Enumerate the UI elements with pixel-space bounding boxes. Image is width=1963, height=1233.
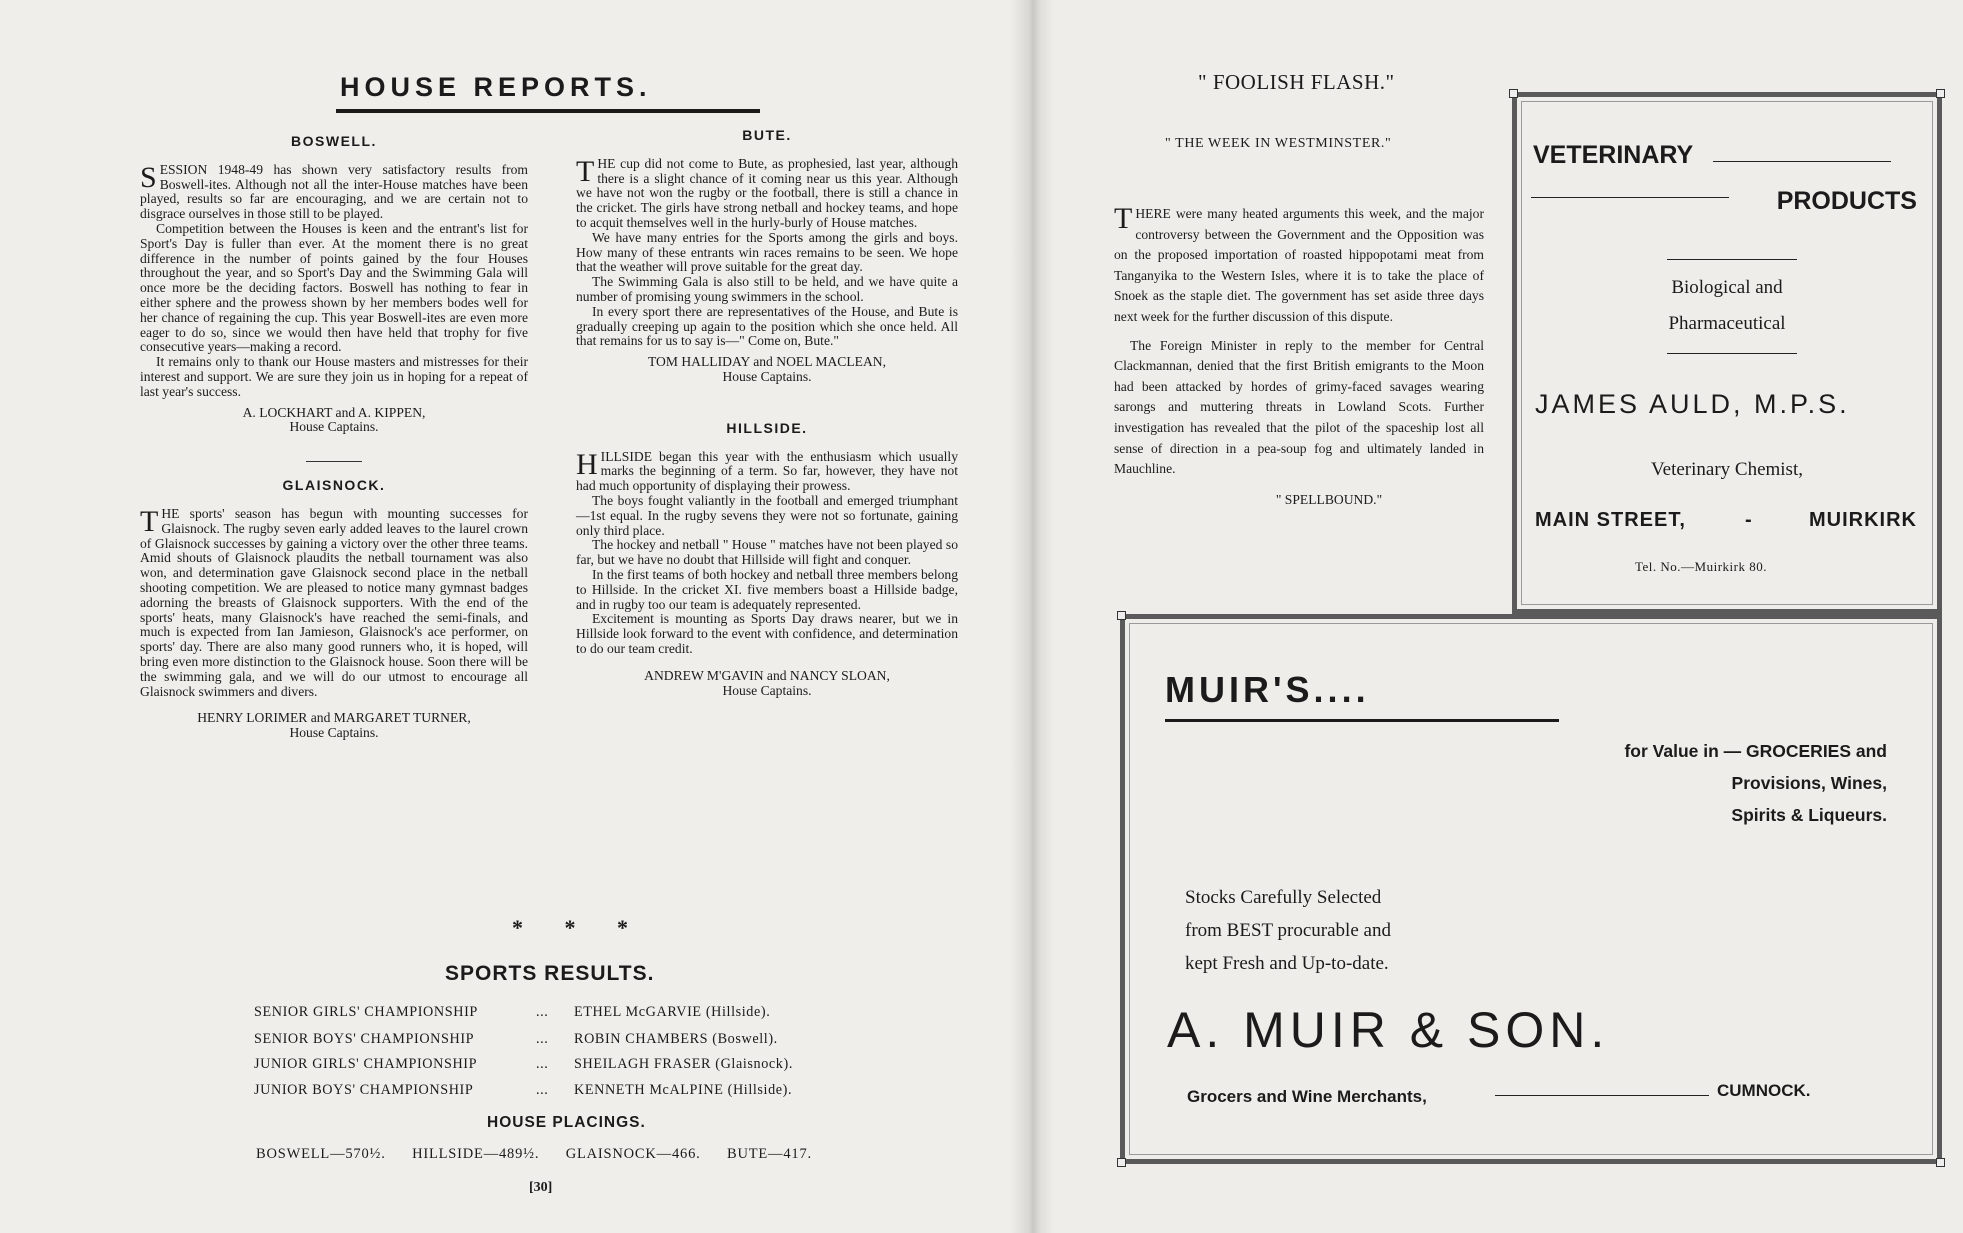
spacer xyxy=(576,385,958,421)
vet-chemist-name: JAMES AULD, M.P.S. xyxy=(1535,389,1850,419)
sports-results-heading: SPORTS RESULTS. xyxy=(445,962,655,985)
placing: BUTE—417. xyxy=(726,1146,812,1162)
muirs-value-line: Spirits & Liqueurs. xyxy=(1731,805,1887,825)
bute-paragraph: THE cup did not come to Bute, as prophesied, last year, although there is a slight chance of it coming near us this year. Although we have not won the rugby or the football, there is still a chance in the cricket. The girls have strong netball and hockey teams, and hope to acquit themselves well in the hurly-burly of House matches. xyxy=(576,154,958,230)
vet-line: Biological and xyxy=(1671,277,1783,298)
article-paragraph: The Foreign Minister in reply to the member for Central Clackmannan, denied that the first British emigrants to the Moon had been attacked by hordes of grimy-faced savages wearing sarongs and muttering threats in Lowland Scots. Further investigation has revealed that the pilot of the spaceship lost all sense of direction in a pea-soup fog and ultimately landed in Mauchline. xyxy=(1114,337,1484,477)
captains-role: House Captains. xyxy=(289,419,379,435)
rule xyxy=(1667,353,1797,354)
bute-heading: BUTE. xyxy=(742,127,792,143)
vet-role: Veterinary Chemist, xyxy=(1651,459,1803,480)
bute-signature xyxy=(576,355,958,385)
boswell-dropcap: S xyxy=(140,160,157,194)
foolish-flash-title: " FOOLISH FLASH." xyxy=(1198,70,1395,94)
result-leader: ... xyxy=(536,1004,549,1020)
hillside-paragraph: The hockey and netball " House " matches have not been played so far, but we have no doubt that Hillside will fight and conquer. xyxy=(576,537,958,568)
result-event: JUNIOR GIRLS' CHAMPIONSHIP xyxy=(254,1056,478,1072)
box-corner xyxy=(1117,1158,1126,1167)
rule xyxy=(1667,259,1797,260)
headline-underline xyxy=(1165,719,1559,722)
muirs-firm-name: A. MUIR & SON. xyxy=(1167,1002,1610,1058)
page-number: [30] xyxy=(529,1180,553,1195)
muirs-trade: Grocers and Wine Merchants, xyxy=(1187,1087,1427,1106)
bute-paragraph: The Swimming Gala is also still to be held, and we have quite a number of promising young swimmers in the school. xyxy=(576,274,958,304)
result-event: SENIOR GIRLS' CHAMPIONSHIP xyxy=(254,1004,478,1020)
vet-line: Pharmaceutical xyxy=(1668,313,1786,334)
rule xyxy=(1713,161,1891,162)
hillside-dropcap: H xyxy=(576,447,598,481)
rule xyxy=(1495,1095,1709,1096)
box-corner xyxy=(1936,89,1945,98)
bute-paragraph: In every sport there are representatives of the House, and Bute is gradually creeping up again to the position which she once held. All that remains for us to say is—" Come on, Bute." xyxy=(576,303,958,349)
title-underline xyxy=(336,109,760,113)
boswell-signature xyxy=(140,406,528,436)
captains-names: A. LOCKHART and A. KIPPEN, xyxy=(242,404,426,420)
muirs-town: CUMNOCK. xyxy=(1717,1081,1811,1100)
captains-names: ANDREW M'GAVIN and NANCY SLOAN, xyxy=(644,667,890,683)
hillside-signature xyxy=(576,669,958,699)
muirs-headline: MUIR'S.... xyxy=(1165,669,1370,710)
muirs-stocks-line: Stocks Carefully Selected xyxy=(1185,887,1382,908)
vet-address-street: MAIN STREET, xyxy=(1535,509,1686,531)
muirs-value-line: for Value in — GROCERIES and xyxy=(1624,741,1887,761)
left-column xyxy=(140,134,528,741)
result-event: JUNIOR BOYS' CHAMPIONSHIP xyxy=(254,1082,474,1098)
result-winner: SHEILAGH FRASER (Glaisnock). xyxy=(574,1056,793,1072)
captains-names: TOM HALLIDAY and NOEL MACLEAN, xyxy=(648,354,886,370)
vet-title-line-1: VETERINARY xyxy=(1533,141,1694,169)
hillside-heading: HILLSIDE. xyxy=(726,419,808,436)
boswell-paragraph: Competition between the Houses is keen and the entrant's list for Sport's Day is fuller than ever. At the moment there is no great difference in the number of points gained by the four Houses throughout the year, and so Sport's Day and the Swimming Gala will once more be the deciding factors. Boswell has nothing to fear in either sphere and the prowess shown by her members bodes well for her chance of regaining the cup. This year Boswell-ites are even more eager to do so, since we would then have held that trophy for five consecutive years—making a record. xyxy=(140,220,528,355)
boswell-paragraph: SESSION 1948-49 has shown very satisfactory results from Boswell-ites. Although not all the inter-House matches have been played, results so far are encouraging, and we are certain not to disgrace ourselves in those still to be played. xyxy=(140,160,528,222)
veterinary-advert xyxy=(1512,92,1942,614)
right-page xyxy=(1030,0,1963,1233)
hillside-paragraph: Excitement is mounting as Sports Day draws nearer, but we in Hillside look forward to the event with confidence, and determination to do our team credit. xyxy=(576,611,958,656)
muirs-stocks-line: kept Fresh and Up-to-date. xyxy=(1185,953,1389,974)
placing: BOSWELL—570½. xyxy=(256,1146,386,1162)
book-gutter xyxy=(1010,0,1054,1233)
separator-stars: * * * xyxy=(512,915,646,940)
section-divider xyxy=(306,461,362,462)
article-paragraph: THERE were many heated arguments this week, and the major controversy between the Government and the Opposition was on the proposed importation of roasted hippopotami meat from Tanganyika to the Western Isles, where it is to take the place of Snoek as the staple diet. The government has set aside three days next week for the further discussion of this dispute. xyxy=(1114,202,1484,324)
boswell-heading: BOSWELL. xyxy=(291,133,377,149)
captains-role: House Captains. xyxy=(289,725,379,741)
result-leader: ... xyxy=(536,1056,549,1072)
glaisnock-paragraph: THE sports' season has begun with mounting successes for Glaisnock. The rugby seven early added leaves to the laurel crown of Glaisnock successes by gaining a victory over the other three teams. Amid shouts of Glaisnock plaudits the netball tournament was also won, and determination gave Glaisnock second place in the netball shooting competition. We are pleased to notice many gymnast badges adorning the breasts of Glaisnock supporters. With the end of the sports' heats, many Glaisnock's have reached the semi-finals, and much is expected from Ian Jamieson, Glaisnock's ace performer, on sports' day. There are also many good runners who, it is hoped, will bring even more distinction to the Glaisnock house. Soon there will be the swimming gala, and we will do our utmost to encourage all Glaisnock swimmers and divers. xyxy=(140,504,528,699)
rule xyxy=(1531,197,1729,198)
bute-dropcap: T xyxy=(576,154,595,188)
article-signature: " SPELLBOUND." xyxy=(1275,491,1383,507)
vet-title-line-2: PRODUCTS xyxy=(1776,187,1917,215)
house-placings-heading: HOUSE PLACINGS. xyxy=(487,1114,646,1131)
result-event: SENIOR BOYS' CHAMPIONSHIP xyxy=(254,1031,475,1047)
foolish-flash-subtitle: " THE WEEK IN WESTMINSTER." xyxy=(1165,136,1392,151)
foolish-flash-article xyxy=(1114,204,1484,510)
boswell-paragraph: It remains only to thank our House masters and mistresses for their interest and support. We are sure they join us in hoping for a repeat of last year's success. xyxy=(140,354,528,399)
article-dropcap: T xyxy=(1114,202,1133,235)
placing: HILLSIDE—489½. xyxy=(412,1146,540,1162)
muirs-stocks-line: from BEST procurable and xyxy=(1185,920,1391,941)
result-winner: ROBIN CHAMBERS (Boswell). xyxy=(574,1031,778,1047)
box-corner xyxy=(1117,611,1126,620)
vet-address-town: MUIRKIRK xyxy=(1809,509,1917,531)
hillside-paragraph: In the first teams of both hockey and netball three members belong to Hillside. In the cricket XI. five members boast a Hillside badge, and in rugby too our team is adequately represented. xyxy=(576,566,958,612)
captains-names: HENRY LORIMER and MARGARET TURNER, xyxy=(197,710,471,726)
house-placings xyxy=(256,1146,834,1163)
muirs-advert xyxy=(1120,614,1942,1164)
vet-telephone: Tel. No.—Muirkirk 80. xyxy=(1635,559,1767,574)
hillside-paragraph: The boys fought valiantly in the football and emerged triumphant—1st equal. In the rugby sevens they were not so fortunate, gaining only third place. xyxy=(576,492,958,538)
glaisnock-dropcap: T xyxy=(140,504,159,538)
right-column xyxy=(576,128,958,698)
captains-role: House Captains. xyxy=(722,682,812,698)
vet-address-dash: - xyxy=(1745,509,1753,531)
glaisnock-heading: GLAISNOCK. xyxy=(282,477,386,494)
captains-role: House Captains. xyxy=(722,368,812,384)
result-winner: ETHEL McGARVIE (Hillside). xyxy=(574,1004,771,1020)
muirs-value-line: Provisions, Wines, xyxy=(1731,773,1887,793)
hillside-paragraph: HILLSIDE began this year with the enthusiasm which usually marks the beginning of a term. So far, however, they have not had much opportunity of displaying their prowess. xyxy=(576,447,958,494)
box-corner xyxy=(1936,1158,1945,1167)
result-winner: KENNETH McALPINE (Hillside). xyxy=(574,1082,793,1098)
result-leader: ... xyxy=(536,1082,549,1098)
placing: GLAISNOCK—466. xyxy=(565,1146,701,1162)
result-leader: ... xyxy=(536,1031,549,1047)
glaisnock-signature xyxy=(140,711,528,741)
page-title: HOUSE REPORTS. xyxy=(340,72,652,102)
box-corner xyxy=(1509,89,1518,98)
bute-paragraph: We have many entries for the Sports among the girls and boys. How many of these entrants win races remains to be seen. We hope that the weather will prove suitable for the great day. xyxy=(576,229,958,275)
